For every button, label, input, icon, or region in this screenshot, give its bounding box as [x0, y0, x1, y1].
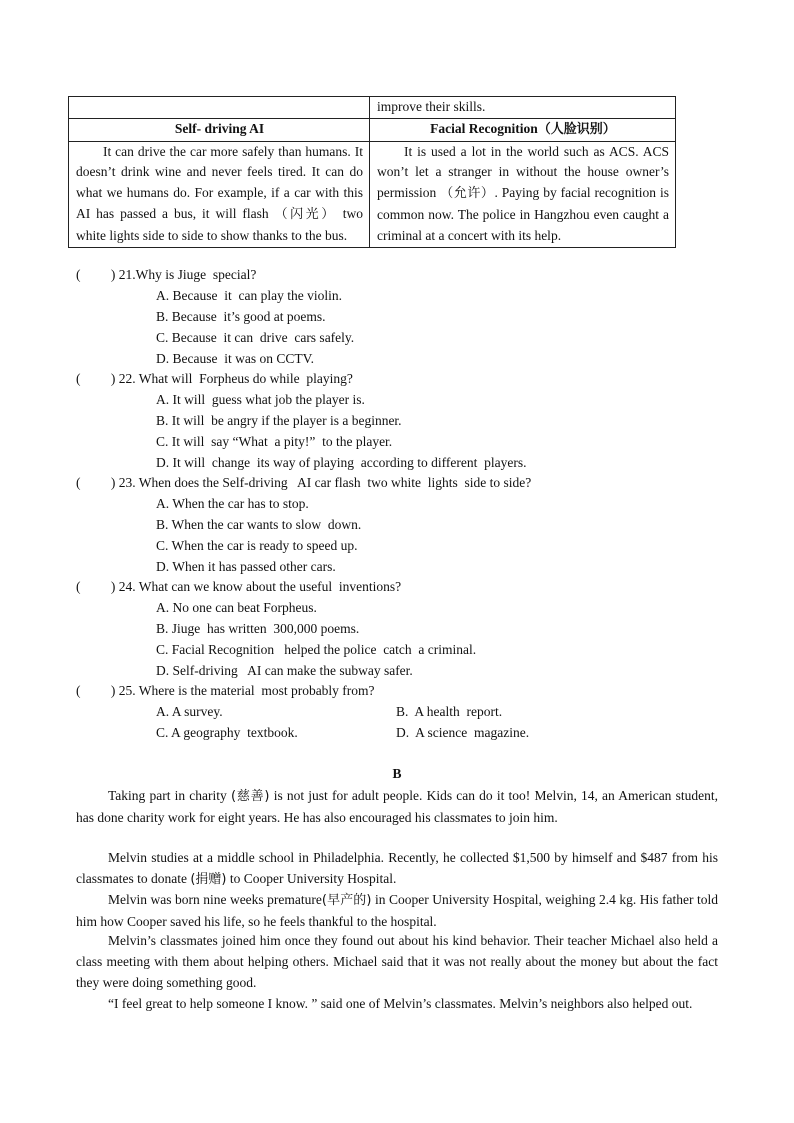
self-driving-description	[69, 141, 370, 247]
paragraph-text: Melvin was born nine weeks premature	[108, 892, 322, 907]
option-d: D. Because it was on CCTV.	[156, 351, 314, 366]
table-cell	[370, 97, 676, 119]
table-row	[69, 141, 676, 247]
table-header-self-driving-ai: Self- driving AI	[69, 118, 370, 141]
question-24: ( ) 24. What can we know about the useful inventions?	[76, 579, 402, 594]
option-a: A. Because it can play the violin.	[156, 288, 342, 303]
option-c: C. A geography textbook.	[156, 725, 298, 740]
section-heading-b: B	[392, 766, 402, 781]
option-b: B. When the car wants to slow down.	[156, 517, 362, 532]
paragraph-text: Melvin studies at a middle school in Philadelphia. Recently, he collected $1,500 by himself and $487 from his classmates to donate	[76, 850, 718, 886]
table-row	[69, 97, 676, 119]
chinese-gloss: (捐赠)	[190, 871, 227, 887]
table-cell-empty	[69, 97, 370, 119]
paragraph-2	[76, 848, 718, 891]
table-header-facial-recognition	[370, 118, 676, 141]
paragraph-text: in Cooper University Hospital, weighing 2.4 kg. His father told him how Cooper saved his life, so he feels thankful to the hospital.	[76, 892, 718, 929]
comparison-table	[68, 96, 676, 248]
option-d: D. When it has passed other cars.	[156, 559, 336, 574]
paragraph-4: Melvin’s classmates joined him once they found out about his kind behavior. Their teacher Michael also held a class meeting with them about helping others. Michael said that it was not really about the money but about the fact they were doing something good.	[76, 933, 718, 990]
chinese-gloss: (慈善)	[230, 789, 270, 804]
option-b: B. A health report.	[396, 704, 503, 719]
chinese-gloss: （允许）	[440, 186, 495, 202]
description-text: It can drive the car more safely than humans. It doesn’t drink wine and never feels tired. It can do what we humans do. For example, if a car with this AI has passed a bus, it will flash	[76, 143, 363, 221]
chinese-gloss: （闪光）	[274, 206, 337, 222]
header-chinese: （人脸识别）	[537, 121, 616, 137]
question-22: ( ) 22. What will Forpheus do while playing?	[76, 371, 353, 386]
option-c: C. Facial Recognition helped the police catch a criminal.	[156, 642, 477, 657]
option-a: A. No one can beat Forpheus.	[156, 600, 317, 615]
option-a: A. When the car has to stop.	[156, 496, 309, 511]
header-english: Facial Recognition	[430, 120, 538, 136]
question-25: ( ) 25. Where is the material most probably from?	[76, 683, 375, 698]
description-text: two white lights side to side to show thanks to the bus.	[76, 205, 363, 243]
option-b: B. It will be angry if the player is a beginner.	[156, 413, 402, 428]
description-text: It is used a lot in the world such as ACS. ACS won’t let a stranger in without the house owner’s permission	[377, 143, 669, 201]
paragraph-text: is not just for adult people. Kids can do it too! Melvin, 14, an American student, has done charity work for eight years. He has also encouraged his classmates to join him.	[76, 788, 718, 825]
option-d: D. It will change its way of playing according to different players.	[156, 455, 527, 470]
paragraph-1	[76, 786, 718, 829]
cell-text: improve their skills.	[377, 99, 486, 114]
option-d: D. A science magazine.	[396, 725, 530, 740]
table-row	[69, 118, 676, 141]
option-c: C. It will say “What a pity!” to the player.	[156, 434, 393, 449]
paragraph-3	[76, 890, 718, 933]
question-23: ( ) 23. When does the Self-driving AI car flash two white lights side to side?	[76, 475, 532, 490]
option-b: B. Because it’s good at poems.	[156, 309, 326, 324]
option-c: C. Because it can drive cars safely.	[156, 330, 355, 345]
option-a: A. A survey.	[156, 704, 223, 719]
paragraph-5: “I feel great to help someone I know. ” said one of Melvin’s classmates. Melvin’s neighbors also helped out.	[108, 996, 693, 1011]
chinese-gloss: (早产的)	[321, 893, 372, 908]
facial-recognition-description	[370, 141, 676, 247]
question-21: ( ) 21.Why is Jiuge special?	[76, 267, 257, 282]
paragraph-text: to Cooper University Hospital.	[226, 870, 397, 886]
option-a: A. It will guess what job the player is.	[156, 392, 365, 407]
option-c: C. When the car is ready to speed up.	[156, 538, 358, 553]
description-text: . Paying by facial recognition is common now. The police in Hangzhou even caught a criminal at a concert with its help.	[377, 185, 669, 243]
paragraph-text: Taking part in charity	[108, 788, 231, 803]
option-b: B. Jiuge has written 300,000 poems.	[156, 621, 360, 636]
option-d: D. Self-driving AI can make the subway safer.	[156, 663, 413, 678]
